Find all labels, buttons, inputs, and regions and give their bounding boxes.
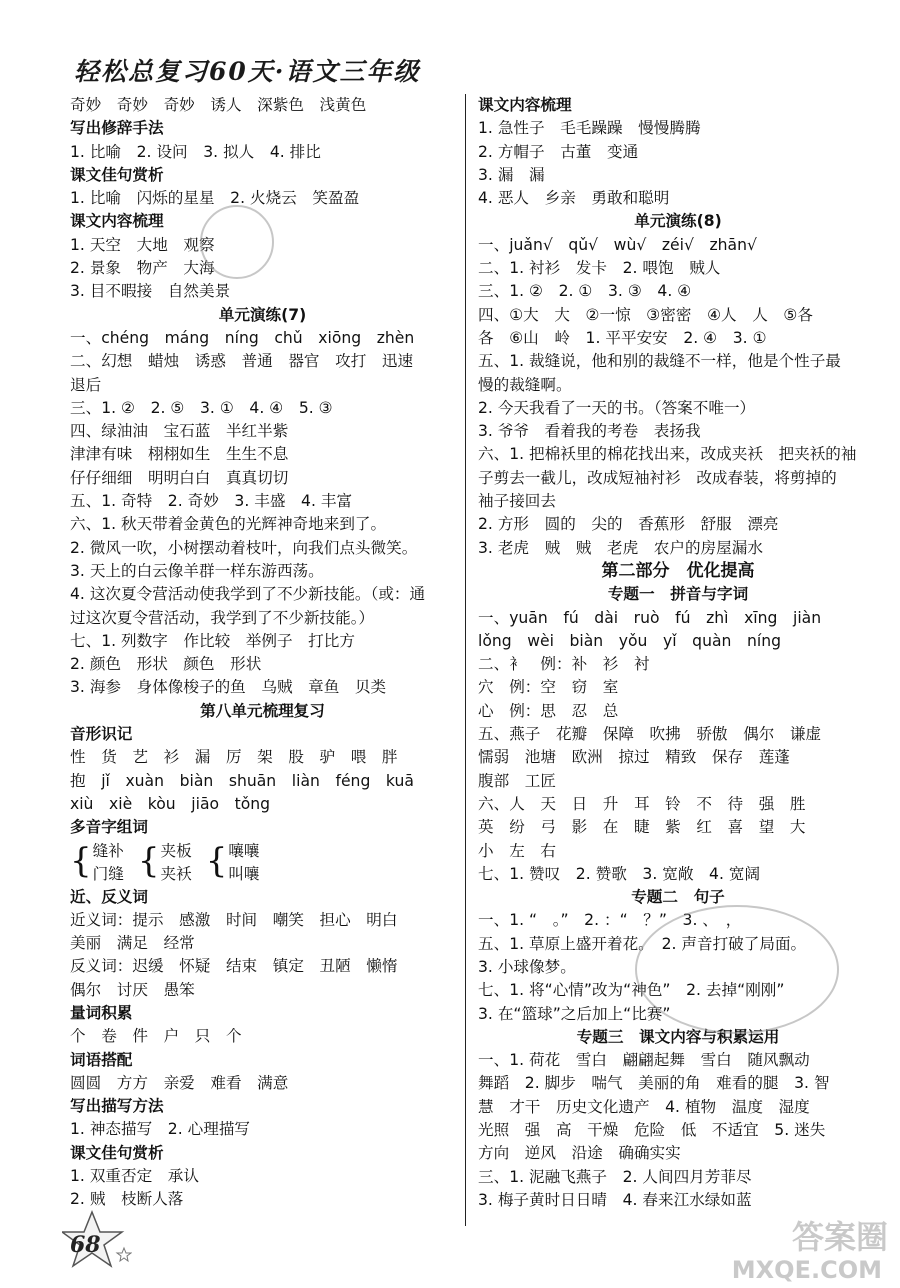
answer-line: 五、1. 草原上盛开着花。 2. 声音打破了局面。 — [478, 934, 807, 953]
answer-line: lǒng wèi biàn yǒu yǐ quàn níng — [478, 631, 781, 650]
word-bottom: 叫嚷 — [228, 864, 260, 883]
answer-line: 心 例：思 忍 总 — [478, 701, 619, 720]
answer-line: 过这次夏令营活动，我学到了不少新技能。） — [70, 608, 375, 627]
polyphonic-group — [70, 840, 124, 886]
answer-line: 七、1. 赞叹 2. 赞歌 3. 宽敞 4. 宽阔 — [478, 864, 761, 883]
polyphonic-group — [138, 840, 192, 886]
answer-line: 小 左 右 — [478, 841, 556, 860]
answer-line: 反义词：迟缓 怀疑 结束 镇定 丑陋 懒惰 — [70, 957, 398, 976]
unit-title: 单元演练(8) — [634, 212, 722, 231]
section-heading: 课文内容梳理 — [70, 212, 164, 231]
answer-line: 穴 例：空 窃 室 — [478, 678, 619, 697]
answer-line: 3. 海参 身体像梭子的鱼 乌贼 章鱼 贝类 — [70, 678, 387, 697]
answer-line: 2. 景象 物产 大海 — [70, 259, 215, 278]
answer-line: 二、幻想 蜡烛 诱惑 普通 器官 攻打 迅速 — [70, 352, 414, 371]
answer-line: 六、1. 秋天带着金黄色的光辉神奇地来到了。 — [70, 515, 387, 534]
section-heading: 写出修辞手法 — [70, 119, 164, 138]
answer-line: 三、1. 泥融飞燕子 2. 人间四月芳菲尽 — [478, 1167, 752, 1186]
watermark-stamp-large — [635, 905, 839, 1034]
section-heading: 多音字组词 — [70, 818, 148, 837]
word-bottom: 门缝 — [92, 864, 124, 883]
answer-line: 三、1. ② 2. ① 3. ③ 4. ④ — [478, 282, 692, 301]
answer-line: 1. 比喻 闪烁的星星 2. 火烧云 笑盈盈 — [70, 189, 360, 208]
polyphonic-group — [206, 840, 260, 886]
section-heading: 课文内容梳理 — [478, 96, 572, 114]
answer-line: 四、①大 大 ②一惊 ③密密 ④人 人 ⑤各 — [478, 305, 813, 324]
column-divider — [465, 94, 466, 1226]
answer-line: 3. 爷爷 看着我的考卷 表扬我 — [478, 422, 701, 441]
answer-line: 一、yuān fú dài ruò fú zhì xīng jiàn — [478, 608, 822, 627]
answer-line: 2. 方形 圆的 尖的 香蕉形 舒服 漂亮 — [478, 515, 779, 534]
section-heading: 量词积累 — [70, 1003, 133, 1022]
answer-line: 六、1. 把棉袄里的棉花找出来，改成夹袄 把夹袄的袖 — [478, 445, 857, 464]
section-heading: 音形识记 — [70, 725, 133, 744]
answer-line: 3. 天上的白云像羊群一样东游西荡。 — [70, 561, 324, 580]
answer-line: 仔仔细细 明明白白 真真切切 — [70, 468, 289, 487]
answer-line: 五、1. 裁缝说，他和别的裁缝不一样，他是个性子最 — [478, 352, 841, 371]
answer-line: 各 ⑥山 岭 1. 平平安安 2. ④ 3. ① — [478, 328, 767, 347]
answer-line: 个 卷 件 户 只 个 — [70, 1027, 242, 1046]
answer-line: 二、衤 例：补 衫 衬 — [478, 655, 650, 674]
answer-line: 七、1. 将“心情”改为“神色” 2. 去掉“刚刚” — [478, 981, 785, 1000]
answer-line: 近义词：提示 感激 时间 嘲笑 担心 明白 — [70, 910, 398, 929]
polyphonic-groups — [70, 840, 455, 886]
unit-title: 第八单元梳理复习 — [200, 701, 325, 720]
word-top: 缝补 — [92, 841, 124, 860]
answer-line: 二、1. 衬衫 发卡 2. 喂饱 贼人 — [478, 259, 721, 278]
book-title: 轻松总复习60天·语文三年级 — [74, 57, 421, 86]
answer-line: 3. 漏 漏 — [478, 165, 545, 184]
answer-line: 1. 天空 大地 观察 — [70, 235, 215, 254]
answer-line: 袖子接回去 — [478, 492, 556, 511]
right-column — [478, 94, 878, 1212]
answer-line: 英 纷 弓 影 在 睫 紫 红 喜 望 大 — [478, 818, 806, 837]
unit-title: 专题三 课文内容与积累运用 — [576, 1027, 780, 1046]
answer-line: 退后 — [70, 375, 102, 394]
section-heading: 近、反义词 — [70, 887, 148, 906]
answer-line: 1. 神态描写 2. 心理描写 — [70, 1120, 251, 1139]
answer-line: 方向 逆风 沿途 确确实实 — [478, 1144, 681, 1163]
answer-line: 1. 双重否定 承认 — [70, 1167, 199, 1186]
answer-line: 五、燕子 花瓣 保障 吹拂 骄傲 偶尔 谦虚 — [478, 725, 822, 744]
answer-line: 3. 目不暇接 自然美景 — [70, 282, 231, 301]
answer-line: 一、1. 荷花 雪白 翩翩起舞 雪白 随风飘动 — [478, 1051, 810, 1070]
answer-line: 三、1. ② 2. ⑤ 3. ① 4. ④ 5. ③ — [70, 398, 333, 417]
answer-line: 3. 小球像梦。 — [478, 957, 576, 976]
answer-line: 慢的裁缝啊。 — [478, 375, 572, 394]
answer-line: 七、1. 列数字 作比较 举例子 打比方 — [70, 631, 355, 650]
section-heading: 写出描写方法 — [70, 1097, 164, 1116]
answer-line: 五、1. 奇特 2. 奇妙 3. 丰盛 4. 丰富 — [70, 492, 353, 511]
answer-line: 2. 方帽子 古董 变通 — [478, 142, 639, 161]
answer-line: 偶尔 讨厌 愚笨 — [70, 980, 195, 999]
section-heading: 课文佳句赏析 — [70, 165, 164, 184]
answer-line: 2. 颜色 形状 颜色 形状 — [70, 655, 262, 674]
answer-line: 3. 老虎 贼 贼 老虎 农户的房屋漏水 — [478, 538, 763, 557]
brace-icon: { — [205, 840, 228, 881]
unit-title: 专题一 拼音与字词 — [607, 585, 749, 604]
word-bottom: 夹袄 — [160, 864, 192, 883]
answer-line: 光照 强 高 干燥 危险 低 不适宜 5. 迷失 — [478, 1121, 826, 1140]
answer-line: 2. 微风一吹，小树摆动着枝叶，向我们点头微笑。 — [70, 538, 418, 557]
brace-icon: { — [137, 840, 160, 881]
watermark-site-en: MXQE.COM — [731, 1256, 882, 1284]
page-number: 68 — [70, 1232, 101, 1258]
answer-line: 一、chéng máng níng chǔ xiōng zhèn — [70, 328, 415, 347]
answer-line: 1. 急性子 毛毛躁躁 慢慢腾腾 — [478, 119, 701, 138]
answer-line: 奇妙 奇妙 奇妙 诱人 深紫色 浅黄色 — [70, 96, 367, 114]
answer-line: 性 货 艺 衫 漏 厉 架 股 驴 喂 胖 — [70, 748, 398, 767]
answer-line: 4. 恶人 乡亲 勇敢和聪明 — [478, 189, 670, 208]
answer-line: 圆圆 方方 亲爱 难看 满意 — [70, 1073, 289, 1092]
answer-line: 津津有味 栩栩如生 生生不息 — [70, 445, 289, 464]
section-heading: 课文佳句赏析 — [70, 1143, 164, 1162]
watermark-stamp-small — [200, 205, 274, 279]
unit-title: 第二部分 优化提高 — [601, 560, 755, 581]
answer-line: 1. 比喻 2. 设问 3. 拟人 4. 排比 — [70, 142, 321, 161]
answer-line: 2. 贼 枝断人落 — [70, 1190, 184, 1209]
word-top: 夹板 — [160, 841, 192, 860]
answer-line: 慧 才干 历史文化遗产 4. 植物 温度 湿度 — [478, 1097, 810, 1116]
answer-line: 一、juǎn√ qǔ√ wù√ zéi√ zhān√ — [478, 235, 757, 254]
word-top: 嚷嚷 — [228, 841, 260, 860]
answer-line: 3. 梅子黄时日日晴 4. 春来江水绿如蓝 — [478, 1190, 752, 1209]
answer-line: 子剪去一截儿，改成短袖衬衫 改成春装，将剪掉的 — [478, 468, 837, 487]
answer-line: 舞蹈 2. 脚步 喘气 美丽的角 难看的腿 3. 智 — [478, 1074, 830, 1093]
answer-line: 四、绿油油 宝石蓝 半红半紫 — [70, 422, 289, 441]
section-heading: 词语搭配 — [70, 1050, 133, 1069]
answer-line: 4. 这次夏令营活动使我学到了不少新技能。（或：通 — [70, 585, 426, 604]
answer-line: xiù xiè kòu jiāo tǒng — [70, 794, 271, 813]
answer-line: 抱 jǐ xuàn biàn shuān liàn féng kuā — [70, 771, 414, 790]
answer-line: 六、人 天 日 升 耳 铃 不 待 强 胜 — [478, 794, 806, 813]
answer-line: 腹部 工匠 — [478, 771, 556, 790]
unit-title: 单元演练(7) — [218, 305, 307, 324]
unit-title: 专题二 句子 — [631, 888, 725, 907]
answer-line: 一、1. “ 。” 2. ：“ ？” 3. 、 ， — [478, 911, 742, 930]
answer-line: 3. 在“篮球”之后加上“比赛” — [478, 1004, 671, 1023]
answer-line: 2. 今天我看了一天的书。（答案不唯一） — [478, 398, 756, 417]
answer-line: 美丽 满足 经常 — [70, 934, 195, 953]
answer-line: 懦弱 池塘 欧洲 掠过 精致 保存 莲蓬 — [478, 748, 790, 767]
watermark-site-cn: 答案圈 — [791, 1218, 888, 1256]
brace-icon: { — [70, 840, 92, 881]
